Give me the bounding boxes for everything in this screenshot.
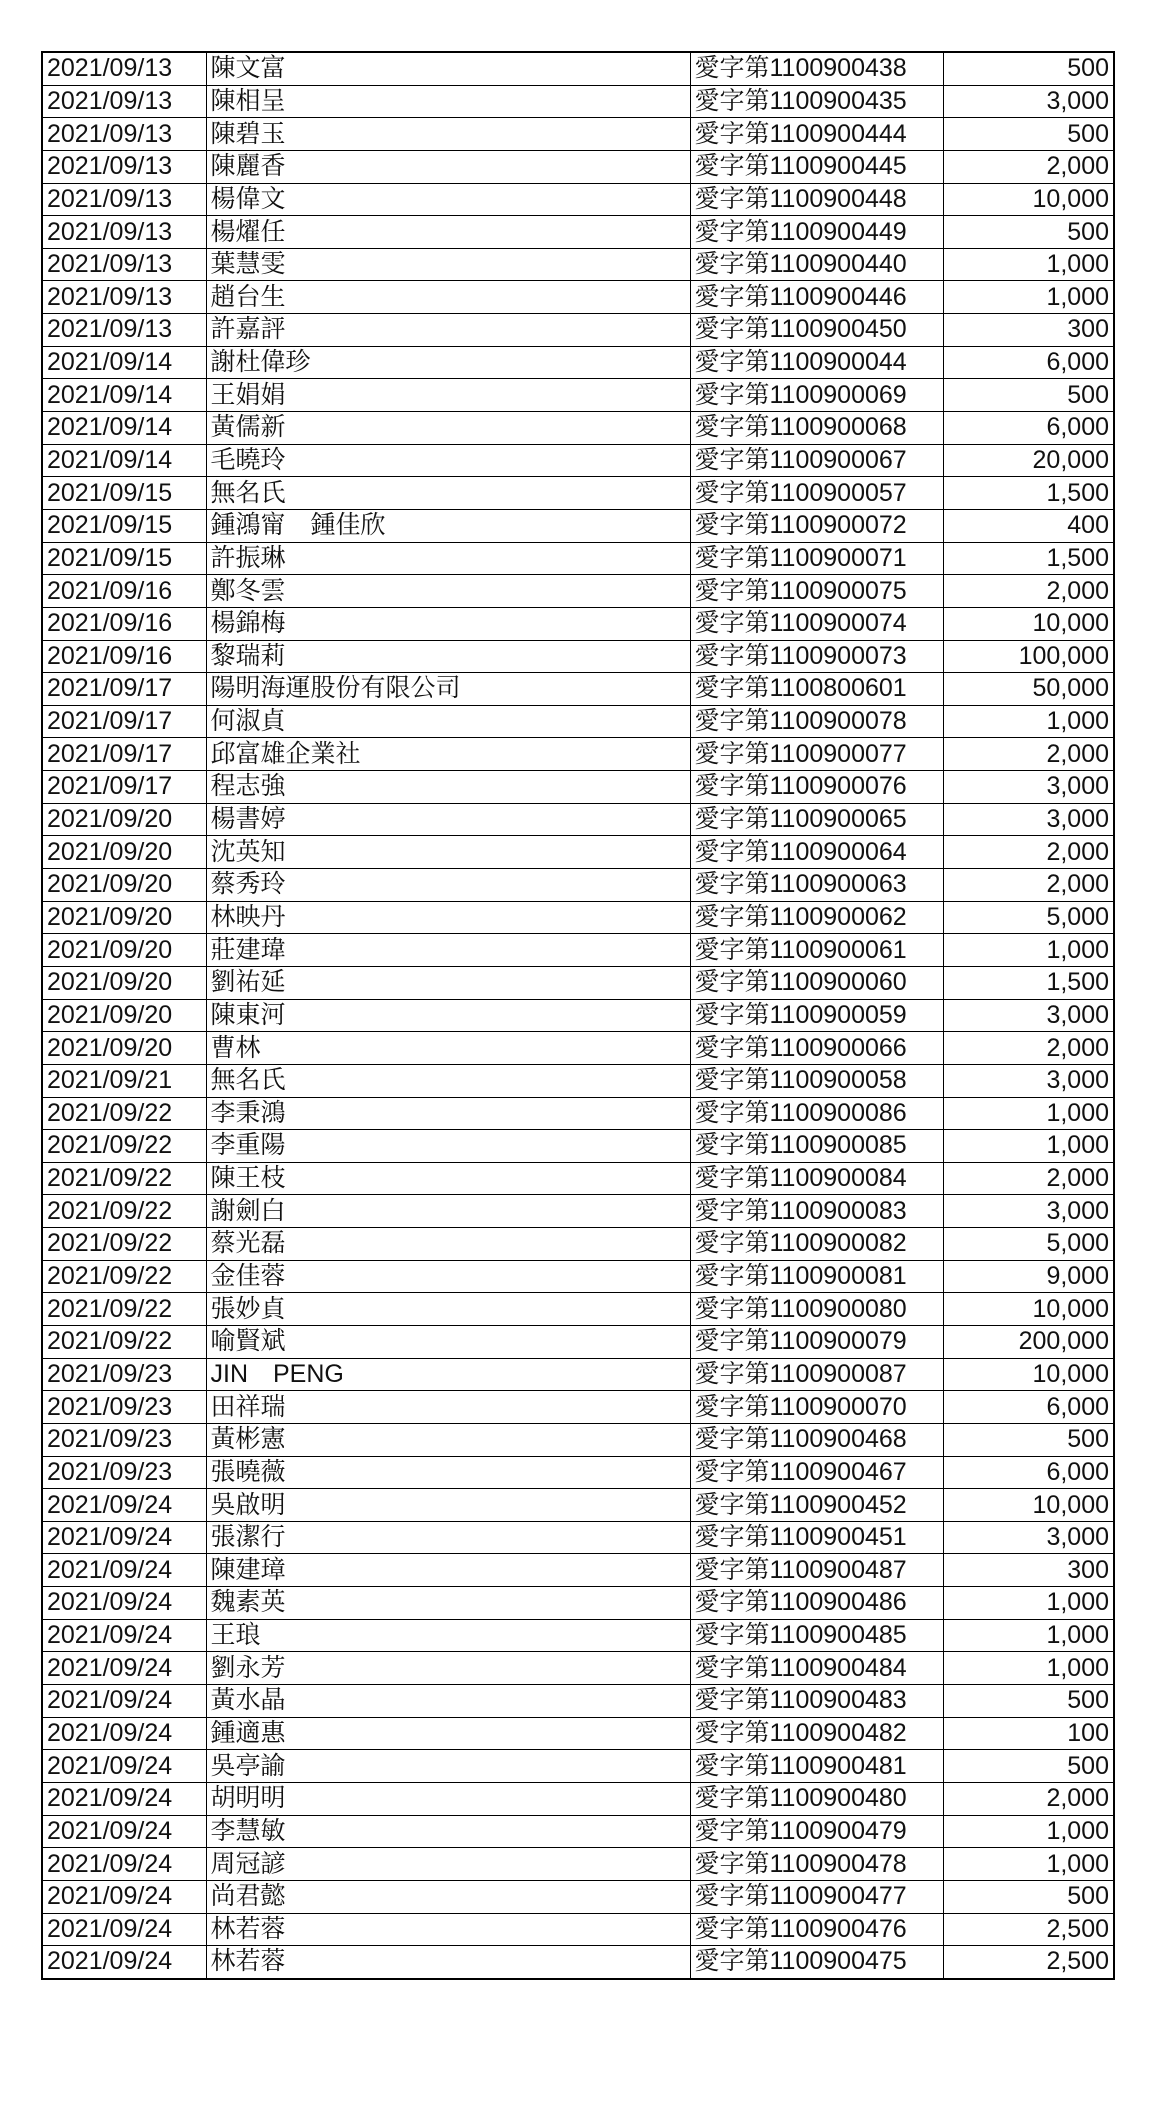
donation-date-cell: 2021/09/15 <box>42 509 206 542</box>
amount-cell: 6,000 <box>943 1456 1114 1489</box>
donation-date-cell: 2021/09/23 <box>42 1456 206 1489</box>
receipt-number-cell: 愛字第1100900060 <box>690 966 943 999</box>
receipt-number-cell: 愛字第1100900479 <box>690 1815 943 1848</box>
amount-cell: 2,000 <box>943 836 1114 869</box>
amount-cell: 20,000 <box>943 444 1114 477</box>
donation-date-cell: 2021/09/16 <box>42 575 206 608</box>
table-row <box>42 673 1114 706</box>
donation-date-cell: 2021/09/22 <box>42 1260 206 1293</box>
donation-table <box>41 51 1115 1980</box>
receipt-number-cell: 愛字第1100900478 <box>690 1848 943 1881</box>
donor-name-cell: JIN PENG <box>206 1358 690 1391</box>
table-row <box>42 1554 1114 1587</box>
donor-name-cell: 林若蓉 <box>206 1946 690 1979</box>
donation-date-cell: 2021/09/24 <box>42 1815 206 1848</box>
donation-date-cell: 2021/09/22 <box>42 1097 206 1130</box>
amount-cell: 3,000 <box>943 803 1114 836</box>
donor-name-cell: 蔡光磊 <box>206 1228 690 1261</box>
receipt-number-cell: 愛字第1100900476 <box>690 1913 943 1946</box>
receipt-number-cell: 愛字第1100900070 <box>690 1391 943 1424</box>
table-row <box>42 1391 1114 1424</box>
amount-cell: 500 <box>943 216 1114 249</box>
table-row <box>42 869 1114 902</box>
receipt-number-cell: 愛字第1100900452 <box>690 1489 943 1522</box>
amount-cell: 2,000 <box>943 1162 1114 1195</box>
donor-name-cell: 鍾鴻甯 鍾佳欣 <box>206 509 690 542</box>
amount-cell: 2,500 <box>943 1946 1114 1979</box>
amount-cell: 2,000 <box>943 150 1114 183</box>
donor-name-cell: 陳麗香 <box>206 150 690 183</box>
receipt-number-cell: 愛字第1100800601 <box>690 673 943 706</box>
amount-cell: 300 <box>943 314 1114 347</box>
donation-date-cell: 2021/09/20 <box>42 836 206 869</box>
table-row <box>42 1195 1114 1228</box>
donation-date-cell: 2021/09/24 <box>42 1848 206 1881</box>
receipt-number-cell: 愛字第1100900440 <box>690 248 943 281</box>
amount-cell: 200,000 <box>943 1325 1114 1358</box>
donor-name-cell: 陳王枝 <box>206 1162 690 1195</box>
amount-cell: 3,000 <box>943 999 1114 1032</box>
table-row <box>42 1423 1114 1456</box>
donation-date-cell: 2021/09/17 <box>42 673 206 706</box>
donation-date-cell: 2021/09/13 <box>42 183 206 216</box>
donation-date-cell: 2021/09/22 <box>42 1130 206 1163</box>
donor-name-cell: 劉永芳 <box>206 1652 690 1685</box>
donor-name-cell: 王琅 <box>206 1619 690 1652</box>
donor-name-cell: 張潔行 <box>206 1521 690 1554</box>
donor-name-cell: 葉慧雯 <box>206 248 690 281</box>
donor-name-cell: 李秉鴻 <box>206 1097 690 1130</box>
amount-cell: 1,000 <box>943 248 1114 281</box>
amount-cell: 2,000 <box>943 1032 1114 1065</box>
donation-date-cell: 2021/09/24 <box>42 1685 206 1718</box>
amount-cell: 3,000 <box>943 1195 1114 1228</box>
receipt-number-cell: 愛字第1100900066 <box>690 1032 943 1065</box>
donation-date-cell: 2021/09/20 <box>42 966 206 999</box>
amount-cell: 1,000 <box>943 1619 1114 1652</box>
amount-cell: 10,000 <box>943 1293 1114 1326</box>
receipt-number-cell: 愛字第1100900484 <box>690 1652 943 1685</box>
receipt-number-cell: 愛字第1100900482 <box>690 1717 943 1750</box>
donation-date-cell: 2021/09/24 <box>42 1946 206 1979</box>
amount-cell: 5,000 <box>943 901 1114 934</box>
donor-name-cell: 謝杜偉珍 <box>206 346 690 379</box>
receipt-number-cell: 愛字第1100900078 <box>690 705 943 738</box>
amount-cell: 2,000 <box>943 869 1114 902</box>
amount-cell: 500 <box>943 1685 1114 1718</box>
donor-name-cell: 楊偉文 <box>206 183 690 216</box>
table-row <box>42 183 1114 216</box>
donor-name-cell: 林若蓉 <box>206 1913 690 1946</box>
table-row <box>42 999 1114 1032</box>
receipt-number-cell: 愛字第1100900076 <box>690 771 943 804</box>
donation-date-cell: 2021/09/20 <box>42 869 206 902</box>
receipt-number-cell: 愛字第1100900435 <box>690 85 943 118</box>
table-row <box>42 1913 1114 1946</box>
receipt-number-cell: 愛字第1100900487 <box>690 1554 943 1587</box>
receipt-number-cell: 愛字第1100900485 <box>690 1619 943 1652</box>
table-row <box>42 346 1114 379</box>
amount-cell: 6,000 <box>943 412 1114 445</box>
amount-cell: 1,000 <box>943 1097 1114 1130</box>
donation-date-cell: 2021/09/24 <box>42 1521 206 1554</box>
donor-name-cell: 謝劍白 <box>206 1195 690 1228</box>
donor-name-cell: 趙台生 <box>206 281 690 314</box>
receipt-number-cell: 愛字第1100900082 <box>690 1228 943 1261</box>
receipt-number-cell: 愛字第1100900085 <box>690 1130 943 1163</box>
donation-date-cell: 2021/09/24 <box>42 1880 206 1913</box>
amount-cell: 1,000 <box>943 1652 1114 1685</box>
donor-name-cell: 沈英知 <box>206 836 690 869</box>
amount-cell: 1,000 <box>943 1130 1114 1163</box>
table-row <box>42 379 1114 412</box>
table-row <box>42 1782 1114 1815</box>
amount-cell: 500 <box>943 1750 1114 1783</box>
receipt-number-cell: 愛字第1100900079 <box>690 1325 943 1358</box>
table-row <box>42 705 1114 738</box>
table-row <box>42 1750 1114 1783</box>
amount-cell: 2,000 <box>943 1782 1114 1815</box>
receipt-number-cell: 愛字第1100900450 <box>690 314 943 347</box>
donor-name-cell: 陳東河 <box>206 999 690 1032</box>
amount-cell: 100,000 <box>943 640 1114 673</box>
donor-name-cell: 陳碧玉 <box>206 118 690 151</box>
donation-date-cell: 2021/09/13 <box>42 248 206 281</box>
amount-cell: 1,500 <box>943 542 1114 575</box>
donation-date-cell: 2021/09/24 <box>42 1554 206 1587</box>
donor-name-cell: 蔡秀玲 <box>206 869 690 902</box>
table-row <box>42 575 1114 608</box>
table-row <box>42 901 1114 934</box>
table-row <box>42 150 1114 183</box>
receipt-number-cell: 愛字第1100900077 <box>690 738 943 771</box>
table-row <box>42 412 1114 445</box>
receipt-number-cell: 愛字第1100900080 <box>690 1293 943 1326</box>
table-row <box>42 1097 1114 1130</box>
table-row <box>42 1293 1114 1326</box>
table-row <box>42 1880 1114 1913</box>
donation-date-cell: 2021/09/13 <box>42 118 206 151</box>
table-row <box>42 1064 1114 1097</box>
amount-cell: 3,000 <box>943 1521 1114 1554</box>
donation-date-cell: 2021/09/22 <box>42 1325 206 1358</box>
receipt-number-cell: 愛字第1100900072 <box>690 509 943 542</box>
receipt-number-cell: 愛字第1100900477 <box>690 1880 943 1913</box>
donor-name-cell: 金佳蓉 <box>206 1260 690 1293</box>
donation-date-cell: 2021/09/16 <box>42 640 206 673</box>
receipt-number-cell: 愛字第1100900064 <box>690 836 943 869</box>
donation-table-body <box>42 52 1114 1979</box>
receipt-number-cell: 愛字第1100900438 <box>690 52 943 85</box>
donation-date-cell: 2021/09/13 <box>42 314 206 347</box>
donation-date-cell: 2021/09/14 <box>42 444 206 477</box>
donor-name-cell: 吳啟明 <box>206 1489 690 1522</box>
amount-cell: 10,000 <box>943 183 1114 216</box>
receipt-number-cell: 愛字第1100900475 <box>690 1946 943 1979</box>
donor-name-cell: 曹林 <box>206 1032 690 1065</box>
receipt-number-cell: 愛字第1100900081 <box>690 1260 943 1293</box>
table-row <box>42 1848 1114 1881</box>
amount-cell: 300 <box>943 1554 1114 1587</box>
amount-cell: 1,500 <box>943 966 1114 999</box>
receipt-number-cell: 愛字第1100900061 <box>690 934 943 967</box>
donor-name-cell: 尚君懿 <box>206 1880 690 1913</box>
amount-cell: 9,000 <box>943 1260 1114 1293</box>
amount-cell: 10,000 <box>943 1489 1114 1522</box>
receipt-number-cell: 愛字第1100900486 <box>690 1587 943 1620</box>
table-row <box>42 1815 1114 1848</box>
donor-name-cell: 吳亭諭 <box>206 1750 690 1783</box>
table-row <box>42 1456 1114 1489</box>
receipt-number-cell: 愛字第1100900445 <box>690 150 943 183</box>
receipt-number-cell: 愛字第1100900071 <box>690 542 943 575</box>
donation-date-cell: 2021/09/13 <box>42 150 206 183</box>
donation-date-cell: 2021/09/22 <box>42 1195 206 1228</box>
receipt-number-cell: 愛字第1100900062 <box>690 901 943 934</box>
donation-date-cell: 2021/09/17 <box>42 705 206 738</box>
donation-date-cell: 2021/09/14 <box>42 379 206 412</box>
amount-cell: 100 <box>943 1717 1114 1750</box>
donation-date-cell: 2021/09/24 <box>42 1717 206 1750</box>
table-row <box>42 738 1114 771</box>
receipt-number-cell: 愛字第1100900084 <box>690 1162 943 1195</box>
donor-name-cell: 黃水晶 <box>206 1685 690 1718</box>
donor-name-cell: 林映丹 <box>206 901 690 934</box>
amount-cell: 1,000 <box>943 1848 1114 1881</box>
donor-name-cell: 田祥瑞 <box>206 1391 690 1424</box>
table-row <box>42 444 1114 477</box>
donation-date-cell: 2021/09/22 <box>42 1293 206 1326</box>
table-row <box>42 1652 1114 1685</box>
donation-date-cell: 2021/09/14 <box>42 346 206 379</box>
donor-name-cell: 陳相呈 <box>206 85 690 118</box>
donor-name-cell: 王娟娟 <box>206 379 690 412</box>
table-row <box>42 1587 1114 1620</box>
amount-cell: 5,000 <box>943 1228 1114 1261</box>
donor-name-cell: 程志強 <box>206 771 690 804</box>
table-row <box>42 85 1114 118</box>
receipt-number-cell: 愛字第1100900044 <box>690 346 943 379</box>
table-row <box>42 118 1114 151</box>
donor-name-cell: 黃儒新 <box>206 412 690 445</box>
donation-date-cell: 2021/09/20 <box>42 934 206 967</box>
table-row <box>42 1032 1114 1065</box>
receipt-number-cell: 愛字第1100900480 <box>690 1782 943 1815</box>
receipt-number-cell: 愛字第1100900074 <box>690 607 943 640</box>
receipt-number-cell: 愛字第1100900086 <box>690 1097 943 1130</box>
amount-cell: 500 <box>943 52 1114 85</box>
amount-cell: 1,000 <box>943 1587 1114 1620</box>
donation-date-cell: 2021/09/20 <box>42 901 206 934</box>
donor-name-cell: 無名氏 <box>206 1064 690 1097</box>
donor-name-cell: 邱富雄企業社 <box>206 738 690 771</box>
receipt-number-cell: 愛字第1100900068 <box>690 412 943 445</box>
donor-name-cell: 魏素英 <box>206 1587 690 1620</box>
donor-name-cell: 張曉薇 <box>206 1456 690 1489</box>
donation-date-cell: 2021/09/24 <box>42 1619 206 1652</box>
amount-cell: 6,000 <box>943 1391 1114 1424</box>
donation-date-cell: 2021/09/20 <box>42 803 206 836</box>
receipt-number-cell: 愛字第1100900063 <box>690 869 943 902</box>
table-row <box>42 836 1114 869</box>
donation-date-cell: 2021/09/24 <box>42 1652 206 1685</box>
receipt-number-cell: 愛字第1100900468 <box>690 1423 943 1456</box>
donor-name-cell: 鄭冬雲 <box>206 575 690 608</box>
donation-date-cell: 2021/09/23 <box>42 1391 206 1424</box>
table-row <box>42 966 1114 999</box>
amount-cell: 50,000 <box>943 673 1114 706</box>
table-row <box>42 1521 1114 1554</box>
table-row <box>42 477 1114 510</box>
receipt-number-cell: 愛字第1100900059 <box>690 999 943 1032</box>
donation-date-cell: 2021/09/24 <box>42 1489 206 1522</box>
donation-date-cell: 2021/09/22 <box>42 1162 206 1195</box>
donation-date-cell: 2021/09/14 <box>42 412 206 445</box>
donation-date-cell: 2021/09/17 <box>42 738 206 771</box>
donation-date-cell: 2021/09/20 <box>42 1032 206 1065</box>
receipt-number-cell: 愛字第1100900075 <box>690 575 943 608</box>
amount-cell: 6,000 <box>943 346 1114 379</box>
amount-cell: 500 <box>943 379 1114 412</box>
receipt-number-cell: 愛字第1100900067 <box>690 444 943 477</box>
amount-cell: 1,000 <box>943 705 1114 738</box>
amount-cell: 500 <box>943 1423 1114 1456</box>
receipt-number-cell: 愛字第1100900065 <box>690 803 943 836</box>
amount-cell: 3,000 <box>943 771 1114 804</box>
table-row <box>42 248 1114 281</box>
donation-date-cell: 2021/09/24 <box>42 1750 206 1783</box>
donor-name-cell: 許振琳 <box>206 542 690 575</box>
amount-cell: 400 <box>943 509 1114 542</box>
donation-date-cell: 2021/09/24 <box>42 1587 206 1620</box>
table-row <box>42 1260 1114 1293</box>
donation-date-cell: 2021/09/22 <box>42 1228 206 1261</box>
donor-name-cell: 喻賢斌 <box>206 1325 690 1358</box>
amount-cell: 1,000 <box>943 281 1114 314</box>
receipt-number-cell: 愛字第1100900083 <box>690 1195 943 1228</box>
table-row <box>42 1325 1114 1358</box>
table-row <box>42 1162 1114 1195</box>
receipt-number-cell: 愛字第1100900057 <box>690 477 943 510</box>
table-row <box>42 509 1114 542</box>
table-row <box>42 542 1114 575</box>
table-row <box>42 1946 1114 1979</box>
table-row <box>42 1685 1114 1718</box>
donation-date-cell: 2021/09/16 <box>42 607 206 640</box>
table-row <box>42 934 1114 967</box>
donation-date-cell: 2021/09/21 <box>42 1064 206 1097</box>
receipt-number-cell: 愛字第1100900483 <box>690 1685 943 1718</box>
table-row <box>42 314 1114 347</box>
table-row <box>42 803 1114 836</box>
table-row <box>42 1717 1114 1750</box>
donor-name-cell: 張妙貞 <box>206 1293 690 1326</box>
table-row <box>42 1358 1114 1391</box>
donation-date-cell: 2021/09/24 <box>42 1913 206 1946</box>
table-row <box>42 1228 1114 1261</box>
donation-date-cell: 2021/09/23 <box>42 1358 206 1391</box>
donation-date-cell: 2021/09/23 <box>42 1423 206 1456</box>
donor-name-cell: 何淑貞 <box>206 705 690 738</box>
donor-name-cell: 胡明明 <box>206 1782 690 1815</box>
donor-name-cell: 許嘉評 <box>206 314 690 347</box>
donor-name-cell: 李慧敏 <box>206 1815 690 1848</box>
donor-name-cell: 黃彬憲 <box>206 1423 690 1456</box>
donation-date-cell: 2021/09/24 <box>42 1782 206 1815</box>
table-row <box>42 607 1114 640</box>
receipt-number-cell: 愛字第1100900481 <box>690 1750 943 1783</box>
donation-date-cell: 2021/09/13 <box>42 216 206 249</box>
amount-cell: 3,000 <box>943 85 1114 118</box>
amount-cell: 2,000 <box>943 738 1114 771</box>
donation-date-cell: 2021/09/17 <box>42 771 206 804</box>
donation-date-cell: 2021/09/15 <box>42 542 206 575</box>
amount-cell: 500 <box>943 118 1114 151</box>
table-row <box>42 1489 1114 1522</box>
donor-name-cell: 無名氏 <box>206 477 690 510</box>
donor-name-cell: 楊錦梅 <box>206 607 690 640</box>
receipt-number-cell: 愛字第1100900446 <box>690 281 943 314</box>
amount-cell: 3,000 <box>943 1064 1114 1097</box>
amount-cell: 2,000 <box>943 575 1114 608</box>
receipt-number-cell: 愛字第1100900444 <box>690 118 943 151</box>
donor-name-cell: 李重陽 <box>206 1130 690 1163</box>
amount-cell: 1,500 <box>943 477 1114 510</box>
table-row <box>42 1619 1114 1652</box>
receipt-number-cell: 愛字第1100900448 <box>690 183 943 216</box>
donation-date-cell: 2021/09/13 <box>42 52 206 85</box>
donor-name-cell: 陳文富 <box>206 52 690 85</box>
table-row <box>42 640 1114 673</box>
table-row <box>42 216 1114 249</box>
donor-name-cell: 黎瑞莉 <box>206 640 690 673</box>
receipt-number-cell: 愛字第1100900467 <box>690 1456 943 1489</box>
donor-name-cell: 周冠諺 <box>206 1848 690 1881</box>
donor-name-cell: 劉祐延 <box>206 966 690 999</box>
donation-date-cell: 2021/09/15 <box>42 477 206 510</box>
donation-date-cell: 2021/09/13 <box>42 85 206 118</box>
amount-cell: 2,500 <box>943 1913 1114 1946</box>
amount-cell: 500 <box>943 1880 1114 1913</box>
donor-name-cell: 陳建璋 <box>206 1554 690 1587</box>
receipt-number-cell: 愛字第1100900069 <box>690 379 943 412</box>
donation-date-cell: 2021/09/13 <box>42 281 206 314</box>
donor-name-cell: 鍾適惠 <box>206 1717 690 1750</box>
donor-name-cell: 陽明海運股份有限公司 <box>206 673 690 706</box>
table-row <box>42 1130 1114 1163</box>
donor-name-cell: 毛曉玲 <box>206 444 690 477</box>
receipt-number-cell: 愛字第1100900451 <box>690 1521 943 1554</box>
receipt-number-cell: 愛字第1100900073 <box>690 640 943 673</box>
table-row <box>42 281 1114 314</box>
donor-name-cell: 楊燿任 <box>206 216 690 249</box>
donor-name-cell: 楊書婷 <box>206 803 690 836</box>
amount-cell: 10,000 <box>943 607 1114 640</box>
table-row <box>42 771 1114 804</box>
receipt-number-cell: 愛字第1100900449 <box>690 216 943 249</box>
donor-name-cell: 莊建瑋 <box>206 934 690 967</box>
donation-date-cell: 2021/09/20 <box>42 999 206 1032</box>
receipt-number-cell: 愛字第1100900087 <box>690 1358 943 1391</box>
amount-cell: 1,000 <box>943 934 1114 967</box>
amount-cell: 10,000 <box>943 1358 1114 1391</box>
table-row <box>42 52 1114 85</box>
receipt-number-cell: 愛字第1100900058 <box>690 1064 943 1097</box>
amount-cell: 1,000 <box>943 1815 1114 1848</box>
